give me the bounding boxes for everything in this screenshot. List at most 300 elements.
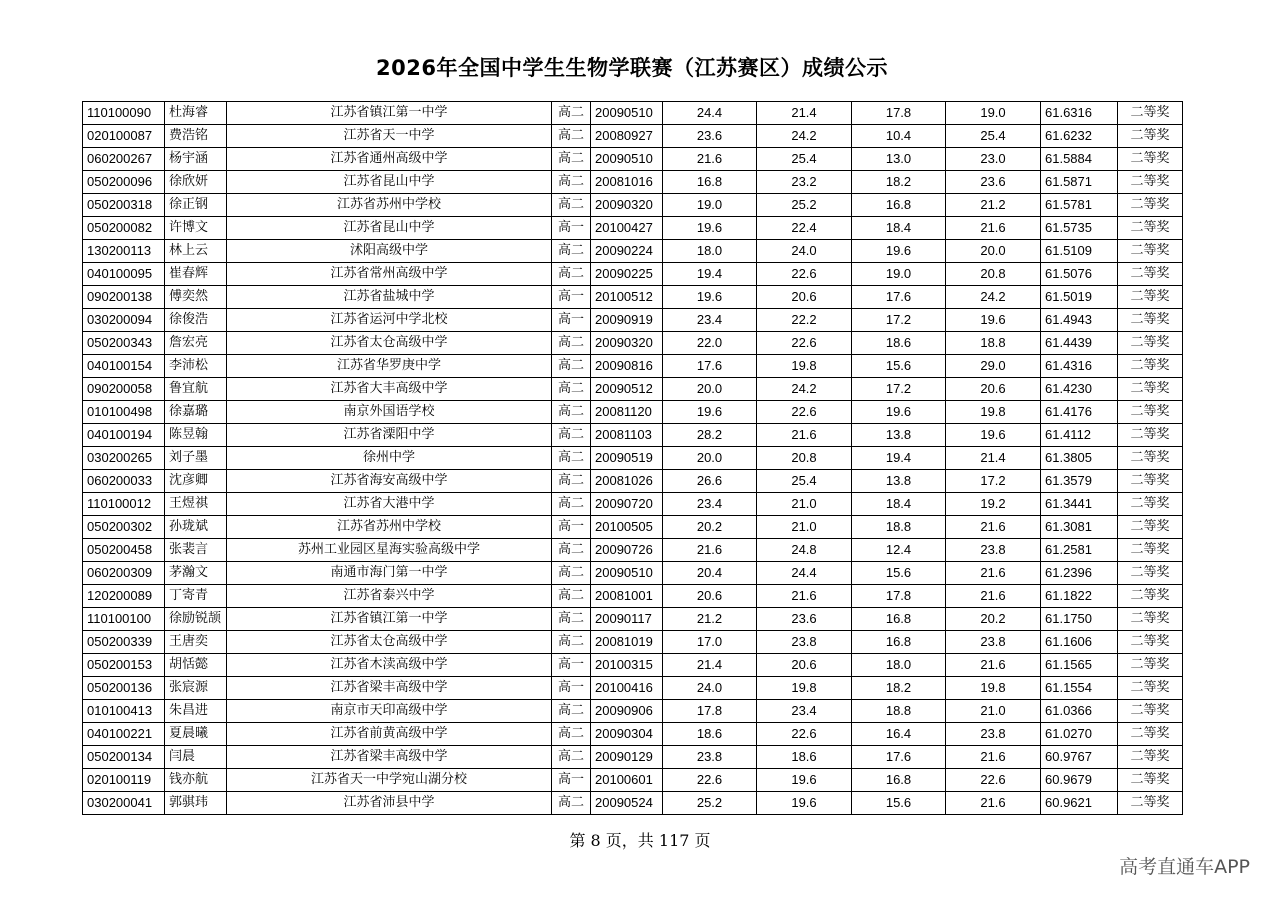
score-4-cell: 18.8 [946, 332, 1041, 355]
award-cell: 二等奖 [1118, 723, 1183, 746]
score-4-cell: 17.2 [946, 470, 1041, 493]
table-row [83, 539, 1183, 562]
award-cell: 二等奖 [1118, 792, 1183, 815]
grade-cell: 高二 [552, 148, 591, 171]
score-3-cell: 18.0 [852, 654, 946, 677]
student-name-cell: 闫晨 [165, 746, 227, 769]
total-score-cell: 61.4176 [1041, 401, 1118, 424]
total-score-cell: 61.2581 [1041, 539, 1118, 562]
score-2-cell: 23.2 [757, 171, 852, 194]
grade-cell: 高二 [552, 493, 591, 516]
score-4-cell: 29.0 [946, 355, 1041, 378]
birthdate-cell: 20081019 [591, 631, 663, 654]
student-name-cell: 钱亦航 [165, 769, 227, 792]
school-cell: 江苏省木渎高级中学 [227, 654, 552, 677]
award-cell: 二等奖 [1118, 355, 1183, 378]
total-score-cell: 61.5781 [1041, 194, 1118, 217]
student-name-cell: 徐正钢 [165, 194, 227, 217]
score-1-cell: 16.8 [663, 171, 757, 194]
score-1-cell: 17.0 [663, 631, 757, 654]
score-2-cell: 18.6 [757, 746, 852, 769]
score-1-cell: 23.4 [663, 493, 757, 516]
score-2-cell: 21.0 [757, 516, 852, 539]
total-score-cell: 61.4439 [1041, 332, 1118, 355]
award-cell: 二等奖 [1118, 148, 1183, 171]
total-score-cell: 61.5109 [1041, 240, 1118, 263]
grade-cell: 高二 [552, 240, 591, 263]
birthdate-cell: 20090510 [591, 562, 663, 585]
award-cell: 二等奖 [1118, 769, 1183, 792]
score-2-cell: 25.4 [757, 470, 852, 493]
total-score-cell: 61.3441 [1041, 493, 1118, 516]
score-2-cell: 20.6 [757, 286, 852, 309]
total-score-cell: 60.9621 [1041, 792, 1118, 815]
results-table-body [83, 102, 1183, 815]
student-name-cell: 杜海睿 [165, 102, 227, 125]
school-cell: 江苏省昆山中学 [227, 171, 552, 194]
score-3-cell: 15.6 [852, 792, 946, 815]
student-name-cell: 徐俊浩 [165, 309, 227, 332]
student-name-cell: 朱昌进 [165, 700, 227, 723]
score-1-cell: 18.0 [663, 240, 757, 263]
award-cell: 二等奖 [1118, 240, 1183, 263]
award-cell: 二等奖 [1118, 309, 1183, 332]
total-score-cell: 61.1554 [1041, 677, 1118, 700]
score-1-cell: 24.0 [663, 677, 757, 700]
total-score-cell: 61.1822 [1041, 585, 1118, 608]
student-id-cell: 110100090 [83, 102, 165, 125]
school-cell: 苏州工业园区星海实验高级中学 [227, 539, 552, 562]
grade-cell: 高二 [552, 723, 591, 746]
score-1-cell: 20.0 [663, 378, 757, 401]
score-3-cell: 16.8 [852, 631, 946, 654]
school-cell: 徐州中学 [227, 447, 552, 470]
award-cell: 二等奖 [1118, 263, 1183, 286]
score-4-cell: 21.6 [946, 585, 1041, 608]
score-3-cell: 18.2 [852, 171, 946, 194]
score-2-cell: 19.8 [757, 355, 852, 378]
score-3-cell: 16.8 [852, 608, 946, 631]
student-id-cell: 040100154 [83, 355, 165, 378]
school-cell: 江苏省太仓高级中学 [227, 631, 552, 654]
table-row [83, 286, 1183, 309]
score-3-cell: 18.8 [852, 516, 946, 539]
score-3-cell: 17.8 [852, 102, 946, 125]
table-row [83, 401, 1183, 424]
score-2-cell: 21.6 [757, 424, 852, 447]
score-2-cell: 21.0 [757, 493, 852, 516]
birthdate-cell: 20090320 [591, 332, 663, 355]
award-cell: 二等奖 [1118, 677, 1183, 700]
student-name-cell: 徐嘉璐 [165, 401, 227, 424]
student-id-cell: 050200318 [83, 194, 165, 217]
score-3-cell: 18.4 [852, 493, 946, 516]
total-score-cell: 61.4230 [1041, 378, 1118, 401]
student-id-cell: 060200309 [83, 562, 165, 585]
student-id-cell: 030200265 [83, 447, 165, 470]
score-4-cell: 21.6 [946, 746, 1041, 769]
score-4-cell: 19.8 [946, 401, 1041, 424]
score-2-cell: 23.4 [757, 700, 852, 723]
school-cell: 江苏省苏州中学校 [227, 194, 552, 217]
score-2-cell: 19.6 [757, 769, 852, 792]
table-row [83, 585, 1183, 608]
grade-cell: 高二 [552, 631, 591, 654]
student-name-cell: 胡恬懿 [165, 654, 227, 677]
birthdate-cell: 20090906 [591, 700, 663, 723]
score-4-cell: 23.8 [946, 539, 1041, 562]
school-cell: 江苏省溧阳中学 [227, 424, 552, 447]
score-1-cell: 26.6 [663, 470, 757, 493]
student-id-cell: 060200033 [83, 470, 165, 493]
score-4-cell: 21.6 [946, 654, 1041, 677]
grade-cell: 高二 [552, 355, 591, 378]
award-cell: 二等奖 [1118, 125, 1183, 148]
table-row [83, 309, 1183, 332]
birthdate-cell: 20090816 [591, 355, 663, 378]
school-cell: 江苏省盐城中学 [227, 286, 552, 309]
birthdate-cell: 20100416 [591, 677, 663, 700]
school-cell: 江苏省苏州中学校 [227, 516, 552, 539]
total-score-cell: 61.1565 [1041, 654, 1118, 677]
score-2-cell: 22.6 [757, 263, 852, 286]
score-4-cell: 20.0 [946, 240, 1041, 263]
student-id-cell: 050200096 [83, 171, 165, 194]
score-4-cell: 23.0 [946, 148, 1041, 171]
score-2-cell: 24.0 [757, 240, 852, 263]
total-score-cell: 60.9767 [1041, 746, 1118, 769]
school-cell: 江苏省大丰高级中学 [227, 378, 552, 401]
total-score-cell: 61.5871 [1041, 171, 1118, 194]
award-cell: 二等奖 [1118, 332, 1183, 355]
student-id-cell: 090200058 [83, 378, 165, 401]
grade-cell: 高二 [552, 401, 591, 424]
score-4-cell: 23.8 [946, 723, 1041, 746]
score-2-cell: 21.6 [757, 585, 852, 608]
grade-cell: 高二 [552, 263, 591, 286]
score-1-cell: 21.2 [663, 608, 757, 631]
student-name-cell: 傅奕然 [165, 286, 227, 309]
score-3-cell: 17.2 [852, 309, 946, 332]
app-watermark: 高考直通车APP [1119, 856, 1250, 878]
score-2-cell: 22.6 [757, 723, 852, 746]
score-1-cell: 20.4 [663, 562, 757, 585]
student-name-cell: 徐励锐颉 [165, 608, 227, 631]
birthdate-cell: 20100601 [591, 769, 663, 792]
student-name-cell: 许博文 [165, 217, 227, 240]
birthdate-cell: 20090225 [591, 263, 663, 286]
student-id-cell: 110100012 [83, 493, 165, 516]
award-cell: 二等奖 [1118, 217, 1183, 240]
award-cell: 二等奖 [1118, 631, 1183, 654]
student-name-cell: 张裴言 [165, 539, 227, 562]
grade-cell: 高一 [552, 769, 591, 792]
student-name-cell: 费浩铭 [165, 125, 227, 148]
table-row [83, 263, 1183, 286]
score-4-cell: 19.8 [946, 677, 1041, 700]
student-id-cell: 010100498 [83, 401, 165, 424]
grade-cell: 高一 [552, 677, 591, 700]
award-cell: 二等奖 [1118, 516, 1183, 539]
award-cell: 二等奖 [1118, 585, 1183, 608]
award-cell: 二等奖 [1118, 378, 1183, 401]
student-name-cell: 徐欣妍 [165, 171, 227, 194]
student-name-cell: 丁寄青 [165, 585, 227, 608]
score-1-cell: 21.6 [663, 148, 757, 171]
student-name-cell: 林上云 [165, 240, 227, 263]
score-3-cell: 18.6 [852, 332, 946, 355]
score-4-cell: 23.6 [946, 171, 1041, 194]
score-3-cell: 19.6 [852, 240, 946, 263]
school-cell: 南京外国语学校 [227, 401, 552, 424]
score-1-cell: 17.8 [663, 700, 757, 723]
school-cell: 江苏省镇江第一中学 [227, 102, 552, 125]
table-row [83, 654, 1183, 677]
student-id-cell: 050200082 [83, 217, 165, 240]
score-3-cell: 17.8 [852, 585, 946, 608]
score-3-cell: 13.0 [852, 148, 946, 171]
grade-cell: 高二 [552, 792, 591, 815]
score-3-cell: 13.8 [852, 424, 946, 447]
school-cell: 江苏省华罗庚中学 [227, 355, 552, 378]
student-id-cell: 040100095 [83, 263, 165, 286]
student-id-cell: 130200113 [83, 240, 165, 263]
table-row [83, 102, 1183, 125]
score-3-cell: 19.6 [852, 401, 946, 424]
table-row [83, 424, 1183, 447]
student-id-cell: 050200153 [83, 654, 165, 677]
total-score-cell: 61.2396 [1041, 562, 1118, 585]
award-cell: 二等奖 [1118, 746, 1183, 769]
total-score-cell: 61.3579 [1041, 470, 1118, 493]
student-id-cell: 050200343 [83, 332, 165, 355]
total-score-cell: 61.4943 [1041, 309, 1118, 332]
award-cell: 二等奖 [1118, 539, 1183, 562]
total-score-cell: 61.3081 [1041, 516, 1118, 539]
award-cell: 二等奖 [1118, 654, 1183, 677]
score-3-cell: 15.6 [852, 562, 946, 585]
score-2-cell: 22.6 [757, 332, 852, 355]
school-cell: 江苏省海安高级中学 [227, 470, 552, 493]
student-id-cell: 060200267 [83, 148, 165, 171]
student-name-cell: 杨宇涵 [165, 148, 227, 171]
school-cell: 江苏省天一中学 [227, 125, 552, 148]
score-4-cell: 21.6 [946, 217, 1041, 240]
score-3-cell: 16.8 [852, 769, 946, 792]
score-3-cell: 17.6 [852, 286, 946, 309]
grade-cell: 高二 [552, 424, 591, 447]
score-2-cell: 21.4 [757, 102, 852, 125]
table-row [83, 447, 1183, 470]
table-row [83, 769, 1183, 792]
grade-cell: 高二 [552, 746, 591, 769]
table-row [83, 332, 1183, 355]
birthdate-cell: 20090117 [591, 608, 663, 631]
table-row [83, 355, 1183, 378]
score-4-cell: 19.2 [946, 493, 1041, 516]
student-name-cell: 崔春辉 [165, 263, 227, 286]
award-cell: 二等奖 [1118, 700, 1183, 723]
school-cell: 江苏省通州高级中学 [227, 148, 552, 171]
table-row [83, 240, 1183, 263]
total-score-cell: 61.6232 [1041, 125, 1118, 148]
student-name-cell: 夏晨曦 [165, 723, 227, 746]
score-3-cell: 17.2 [852, 378, 946, 401]
score-4-cell: 21.6 [946, 792, 1041, 815]
score-1-cell: 28.2 [663, 424, 757, 447]
total-score-cell: 61.4112 [1041, 424, 1118, 447]
grade-cell: 高二 [552, 585, 591, 608]
birthdate-cell: 20081001 [591, 585, 663, 608]
score-4-cell: 19.6 [946, 309, 1041, 332]
score-1-cell: 25.2 [663, 792, 757, 815]
award-cell: 二等奖 [1118, 424, 1183, 447]
score-2-cell: 22.6 [757, 401, 852, 424]
birthdate-cell: 20090304 [591, 723, 663, 746]
student-name-cell: 鲁宜航 [165, 378, 227, 401]
school-cell: 江苏省大港中学 [227, 493, 552, 516]
score-2-cell: 25.2 [757, 194, 852, 217]
total-score-cell: 61.5884 [1041, 148, 1118, 171]
table-row [83, 631, 1183, 654]
student-name-cell: 沈彦卿 [165, 470, 227, 493]
award-cell: 二等奖 [1118, 102, 1183, 125]
score-3-cell: 15.6 [852, 355, 946, 378]
score-2-cell: 23.6 [757, 608, 852, 631]
award-cell: 二等奖 [1118, 493, 1183, 516]
score-2-cell: 24.2 [757, 125, 852, 148]
score-4-cell: 21.2 [946, 194, 1041, 217]
score-1-cell: 19.0 [663, 194, 757, 217]
score-1-cell: 19.6 [663, 217, 757, 240]
score-4-cell: 19.6 [946, 424, 1041, 447]
score-1-cell: 18.6 [663, 723, 757, 746]
school-cell: 南京市天印高级中学 [227, 700, 552, 723]
grade-cell: 高二 [552, 171, 591, 194]
student-id-cell: 020100119 [83, 769, 165, 792]
total-score-cell: 60.9679 [1041, 769, 1118, 792]
school-cell: 江苏省昆山中学 [227, 217, 552, 240]
school-cell: 江苏省前黄高级中学 [227, 723, 552, 746]
total-score-cell: 61.3805 [1041, 447, 1118, 470]
student-name-cell: 李沛松 [165, 355, 227, 378]
grade-cell: 高二 [552, 125, 591, 148]
grade-cell: 高一 [552, 309, 591, 332]
student-name-cell: 詹宏亮 [165, 332, 227, 355]
score-4-cell: 21.4 [946, 447, 1041, 470]
table-row [83, 608, 1183, 631]
student-id-cell: 050200458 [83, 539, 165, 562]
score-3-cell: 16.4 [852, 723, 946, 746]
birthdate-cell: 20090512 [591, 378, 663, 401]
score-2-cell: 19.8 [757, 677, 852, 700]
school-cell: 江苏省沛县中学 [227, 792, 552, 815]
score-4-cell: 20.6 [946, 378, 1041, 401]
grade-cell: 高一 [552, 286, 591, 309]
score-2-cell: 22.2 [757, 309, 852, 332]
total-score-cell: 61.1750 [1041, 608, 1118, 631]
student-id-cell: 050200136 [83, 677, 165, 700]
student-id-cell: 030200094 [83, 309, 165, 332]
birthdate-cell: 20090129 [591, 746, 663, 769]
score-3-cell: 19.4 [852, 447, 946, 470]
school-cell: 江苏省天一中学宛山湖分校 [227, 769, 552, 792]
document-title: 2026年全国中学生生物学联赛（江苏赛区）成绩公示 [376, 56, 888, 80]
school-cell: 江苏省太仓高级中学 [227, 332, 552, 355]
award-cell: 二等奖 [1118, 470, 1183, 493]
grade-cell: 高一 [552, 654, 591, 677]
table-row [83, 194, 1183, 217]
birthdate-cell: 20090524 [591, 792, 663, 815]
school-cell: 江苏省运河中学北校 [227, 309, 552, 332]
score-1-cell: 21.4 [663, 654, 757, 677]
birthdate-cell: 20100315 [591, 654, 663, 677]
grade-cell: 高二 [552, 562, 591, 585]
birthdate-cell: 20090224 [591, 240, 663, 263]
award-cell: 二等奖 [1118, 401, 1183, 424]
birthdate-cell: 20100427 [591, 217, 663, 240]
total-score-cell: 61.5019 [1041, 286, 1118, 309]
score-3-cell: 12.4 [852, 539, 946, 562]
score-3-cell: 17.6 [852, 746, 946, 769]
score-2-cell: 22.4 [757, 217, 852, 240]
grade-cell: 高二 [552, 102, 591, 125]
total-score-cell: 61.6316 [1041, 102, 1118, 125]
score-3-cell: 18.2 [852, 677, 946, 700]
table-row [83, 723, 1183, 746]
birthdate-cell: 20100512 [591, 286, 663, 309]
score-4-cell: 21.6 [946, 562, 1041, 585]
page-number: 第 8 页，共 117 页 [569, 831, 711, 850]
grade-cell: 高二 [552, 332, 591, 355]
score-4-cell: 22.6 [946, 769, 1041, 792]
school-cell: 江苏省梁丰高级中学 [227, 677, 552, 700]
birthdate-cell: 20090510 [591, 148, 663, 171]
award-cell: 二等奖 [1118, 447, 1183, 470]
score-3-cell: 16.8 [852, 194, 946, 217]
award-cell: 二等奖 [1118, 608, 1183, 631]
student-id-cell: 120200089 [83, 585, 165, 608]
student-name-cell: 张宸源 [165, 677, 227, 700]
score-2-cell: 24.4 [757, 562, 852, 585]
score-1-cell: 17.6 [663, 355, 757, 378]
grade-cell: 高二 [552, 700, 591, 723]
grade-cell: 高二 [552, 378, 591, 401]
student-id-cell: 040100194 [83, 424, 165, 447]
birthdate-cell: 20080927 [591, 125, 663, 148]
grade-cell: 高二 [552, 608, 591, 631]
score-2-cell: 23.8 [757, 631, 852, 654]
score-1-cell: 20.2 [663, 516, 757, 539]
score-1-cell: 23.6 [663, 125, 757, 148]
grade-cell: 高一 [552, 217, 591, 240]
birthdate-cell: 20090519 [591, 447, 663, 470]
student-name-cell: 孙珑斌 [165, 516, 227, 539]
score-2-cell: 24.2 [757, 378, 852, 401]
score-1-cell: 23.4 [663, 309, 757, 332]
school-cell: 沭阳高级中学 [227, 240, 552, 263]
student-id-cell: 030200041 [83, 792, 165, 815]
table-row [83, 677, 1183, 700]
student-id-cell: 050200134 [83, 746, 165, 769]
total-score-cell: 61.4316 [1041, 355, 1118, 378]
score-2-cell: 20.8 [757, 447, 852, 470]
score-3-cell: 13.8 [852, 470, 946, 493]
score-1-cell: 20.0 [663, 447, 757, 470]
student-id-cell: 050200339 [83, 631, 165, 654]
student-name-cell: 刘子墨 [165, 447, 227, 470]
table-row [83, 516, 1183, 539]
